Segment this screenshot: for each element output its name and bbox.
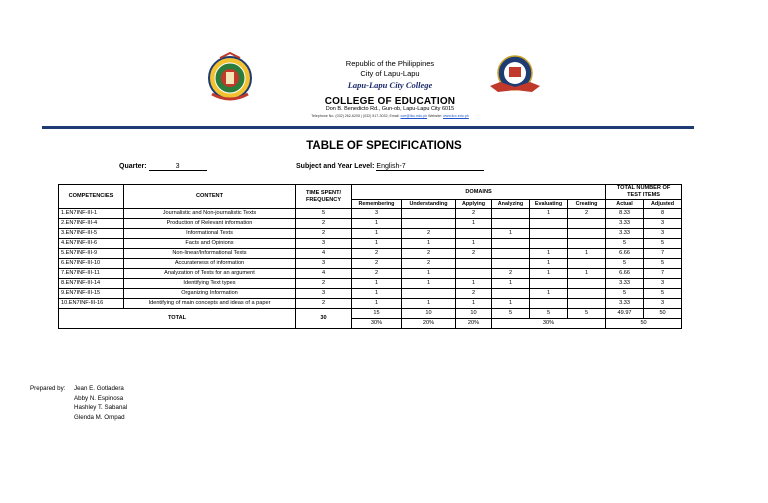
total-analyzing: 5 xyxy=(492,309,530,319)
cell-time: 4 xyxy=(296,249,352,259)
cell-content: Journalistic and Non-journalistic Texts xyxy=(124,209,296,219)
cell-ana: 2 xyxy=(492,269,530,279)
cell-cre: 1 xyxy=(568,269,606,279)
cell-cre: 2 xyxy=(568,209,606,219)
cell-time: 2 xyxy=(296,229,352,239)
header-understanding: Understanding xyxy=(402,200,456,209)
cell-adjusted: 5 xyxy=(644,259,682,269)
total-time: 30 xyxy=(296,309,352,329)
cell-cre xyxy=(568,279,606,289)
cell-adjusted: 7 xyxy=(644,269,682,279)
header-adjusted: Adjusted xyxy=(644,200,682,209)
header-domains: DOMAINS xyxy=(352,185,606,200)
cell-cre xyxy=(568,299,606,309)
cell-adjusted: 5 xyxy=(644,239,682,249)
table-row xyxy=(59,299,682,309)
letterhead-republic xyxy=(240,59,540,79)
cell-app: 1 xyxy=(456,279,492,289)
cell-cre xyxy=(568,229,606,239)
cell-ana xyxy=(492,289,530,299)
cell-app: 1 xyxy=(456,239,492,249)
pct-understanding: 20% xyxy=(402,319,456,329)
cell-time: 3 xyxy=(296,289,352,299)
cell-time: 4 xyxy=(296,269,352,279)
cell-code: 10.EN7INF-III-16 xyxy=(59,299,124,309)
contact-prefix: Telephone No. (032) 262-6205 | (032) 517-3032; Email: xyxy=(311,114,400,118)
cell-app xyxy=(456,269,492,279)
cell-content: Facts and Opinions xyxy=(124,239,296,249)
cell-eva xyxy=(530,279,568,289)
cell-code: 4.EN7INF-III-6 xyxy=(59,239,124,249)
college-contact xyxy=(240,114,540,118)
total-label: TOTAL xyxy=(59,309,296,329)
total-row-values xyxy=(59,309,682,319)
header-actual: Actual xyxy=(606,200,644,209)
subject-value: English-7 xyxy=(376,163,484,171)
cell-time: 2 xyxy=(296,219,352,229)
cell-content: Organizing Information xyxy=(124,289,296,299)
cell-eva xyxy=(530,219,568,229)
college-address: Don B. Benedicto Rd., Gun-ob, Lapu-Lapu City 6015 xyxy=(325,106,455,112)
cell-actual: 3.33 xyxy=(606,219,644,229)
header-applying: Applying xyxy=(456,200,492,209)
cell-adjusted: 7 xyxy=(644,249,682,259)
cell-adjusted: 3 xyxy=(644,219,682,229)
cell-eva xyxy=(530,299,568,309)
header-time-line1: TIME SPENT/ xyxy=(305,189,342,196)
cell-cre xyxy=(568,289,606,299)
cell-rem: 2 xyxy=(352,269,402,279)
cell-content: Identifying of main concepts and ideas of a paper xyxy=(124,299,296,309)
cell-cre xyxy=(568,259,606,269)
subject-field xyxy=(296,163,484,171)
header-time-line2: FREQUENCY xyxy=(305,196,342,203)
total-actual: 49.97 xyxy=(606,309,644,319)
cell-code: 2.EN7INF-III-4 xyxy=(59,219,124,229)
preparer-name: Jean E. Gotladera xyxy=(74,385,124,392)
cell-app: 1 xyxy=(456,219,492,229)
cell-und xyxy=(402,219,456,229)
cell-ana xyxy=(492,219,530,229)
total-remembering: 15 xyxy=(352,309,402,319)
prepared-by xyxy=(30,384,128,421)
cell-adjusted: 3 xyxy=(644,279,682,289)
cell-ana: 1 xyxy=(492,229,530,239)
cell-app: 1 xyxy=(456,299,492,309)
cell-cre: 1 xyxy=(568,249,606,259)
table-row xyxy=(59,269,682,279)
website-link[interactable]: www.llcc.edu.ph xyxy=(443,114,469,118)
table-row xyxy=(59,229,682,239)
cell-eva xyxy=(530,239,568,249)
prepared-by-names xyxy=(74,384,127,422)
cell-eva: 1 xyxy=(530,249,568,259)
letterhead-divider xyxy=(42,126,694,129)
cell-code: 6.EN7INF-III-10 xyxy=(59,259,124,269)
cell-content: Analyzation of Texts for an argument xyxy=(124,269,296,279)
total-test-items: 50 xyxy=(606,319,682,329)
quarter-field xyxy=(119,163,207,171)
cell-content: Production of Relevant information xyxy=(124,219,296,229)
quarter-label: Quarter: xyxy=(119,163,147,170)
cell-und: 2 xyxy=(402,229,456,239)
total-creating: 5 xyxy=(568,309,606,319)
header-competencies: COMPETENCIES xyxy=(59,185,124,209)
cell-und: 2 xyxy=(402,259,456,269)
header-time-spent xyxy=(296,185,352,209)
college-name: Lapu-Lapu City College xyxy=(347,80,433,90)
cell-eva: 1 xyxy=(530,269,568,279)
header-evaluating: Evaluating xyxy=(530,200,568,209)
cell-actual: 3.33 xyxy=(606,299,644,309)
document-title: TABLE OF SPECIFICATIONS xyxy=(306,140,462,152)
cell-und: 1 xyxy=(402,299,456,309)
quarter-value: 3 xyxy=(149,163,207,171)
table-row xyxy=(59,259,682,269)
cell-code: 1.EN7INF-III-1 xyxy=(59,209,124,219)
header-total-items xyxy=(606,185,682,200)
subject-label: Subject and Year Level: xyxy=(296,163,375,170)
cell-und xyxy=(402,289,456,299)
cell-code: 3.EN7INF-III-5 xyxy=(59,229,124,239)
pct-remembering: 30% xyxy=(352,319,402,329)
table-row xyxy=(59,289,682,299)
cell-rem: 1 xyxy=(352,239,402,249)
preparer-name: Hashley T. Sabanal xyxy=(74,404,128,411)
cell-eva: 1 xyxy=(530,209,568,219)
cell-code: 8.EN7INF-III-14 xyxy=(59,279,124,289)
prepared-by-label: Prepared by: xyxy=(30,385,66,392)
cell-und: 2 xyxy=(402,249,456,259)
cell-ana xyxy=(492,249,530,259)
cell-rem: 1 xyxy=(352,219,402,229)
republic-text: Republic of the Philippines xyxy=(345,59,435,68)
table-row xyxy=(59,239,682,249)
cell-ana xyxy=(492,239,530,249)
college-of-education-heading: COLLEGE OF EDUCATION xyxy=(324,96,456,107)
cell-app xyxy=(456,229,492,239)
cell-time: 3 xyxy=(296,259,352,269)
cell-rem: 1 xyxy=(352,289,402,299)
cell-und: 1 xyxy=(402,269,456,279)
cell-content: Identifying Text types xyxy=(124,279,296,289)
pct-applying: 20% xyxy=(456,319,492,329)
cell-und xyxy=(402,209,456,219)
cell-app: 2 xyxy=(456,249,492,259)
cell-actual: 3.33 xyxy=(606,229,644,239)
cell-content: Non-linear/Informational Texts xyxy=(124,249,296,259)
table-row xyxy=(59,209,682,219)
pct-higher-order: 30% xyxy=(492,319,606,329)
cell-actual: 5 xyxy=(606,259,644,269)
cell-adjusted: 5 xyxy=(644,289,682,299)
cell-adjusted: 8 xyxy=(644,209,682,219)
total-evaluating: 5 xyxy=(530,309,568,319)
cell-eva: 1 xyxy=(530,259,568,269)
cell-code: 7.EN7INF-III-11 xyxy=(59,269,124,279)
cell-cre xyxy=(568,239,606,249)
table-row xyxy=(59,249,682,259)
cell-ana: 1 xyxy=(492,279,530,289)
cell-actual: 6.66 xyxy=(606,249,644,259)
preparer-name: Abby N. Espinosa xyxy=(74,394,124,402)
cell-actual: 6.66 xyxy=(606,269,644,279)
cell-actual: 5 xyxy=(606,289,644,299)
cell-rem: 1 xyxy=(352,279,402,289)
cell-time: 2 xyxy=(296,299,352,309)
header-creating: Creating xyxy=(568,200,606,209)
cell-ana: 1 xyxy=(492,299,530,309)
cell-app: 2 xyxy=(456,289,492,299)
city-text: City of Lapu-Lapu xyxy=(360,69,420,78)
cell-adjusted: 3 xyxy=(644,299,682,309)
cell-cre xyxy=(568,219,606,229)
header-content: CONTENT xyxy=(124,185,296,209)
header-remembering: Remembering xyxy=(352,200,402,209)
table-row xyxy=(59,219,682,229)
total-understanding: 10 xyxy=(402,309,456,319)
cell-ana xyxy=(492,259,530,269)
cell-und: 1 xyxy=(402,239,456,249)
cell-app xyxy=(456,259,492,269)
cell-actual: 8.33 xyxy=(606,209,644,219)
header-analyzing: Analyzing xyxy=(492,200,530,209)
cell-time: 2 xyxy=(296,279,352,289)
header-total-line1: TOTAL NUMBER OF xyxy=(616,185,671,191)
cell-time: 3 xyxy=(296,239,352,249)
table-row xyxy=(59,279,682,289)
cell-ana xyxy=(492,209,530,219)
header-total-line2: TEST ITEMS xyxy=(627,192,661,198)
total-applying: 10 xyxy=(456,309,492,319)
specifications-table xyxy=(58,184,682,329)
cell-rem: 3 xyxy=(352,209,402,219)
cell-rem: 2 xyxy=(352,249,402,259)
cell-und: 1 xyxy=(402,279,456,289)
cell-rem: 1 xyxy=(352,299,402,309)
cell-rem: 2 xyxy=(352,259,402,269)
cell-actual: 3.33 xyxy=(606,279,644,289)
cell-code: 9.EN7INF-III-15 xyxy=(59,289,124,299)
cell-time: 5 xyxy=(296,209,352,219)
email-link[interactable]: coe@llcc.edu.ph xyxy=(400,114,428,118)
cell-code: 5.EN7INF-III-9 xyxy=(59,249,124,259)
cell-eva xyxy=(530,229,568,239)
cell-app: 2 xyxy=(456,209,492,219)
website-label: Website: xyxy=(428,114,442,118)
cell-content: Accurateness of information xyxy=(124,259,296,269)
cell-actual: 5 xyxy=(606,239,644,249)
cell-rem: 1 xyxy=(352,229,402,239)
total-adjusted: 50 xyxy=(644,309,682,319)
cell-eva: 1 xyxy=(530,289,568,299)
cell-adjusted: 3 xyxy=(644,229,682,239)
cell-content: Informational Texts xyxy=(124,229,296,239)
preparer-name: Glenda M. Ompad xyxy=(74,413,125,421)
